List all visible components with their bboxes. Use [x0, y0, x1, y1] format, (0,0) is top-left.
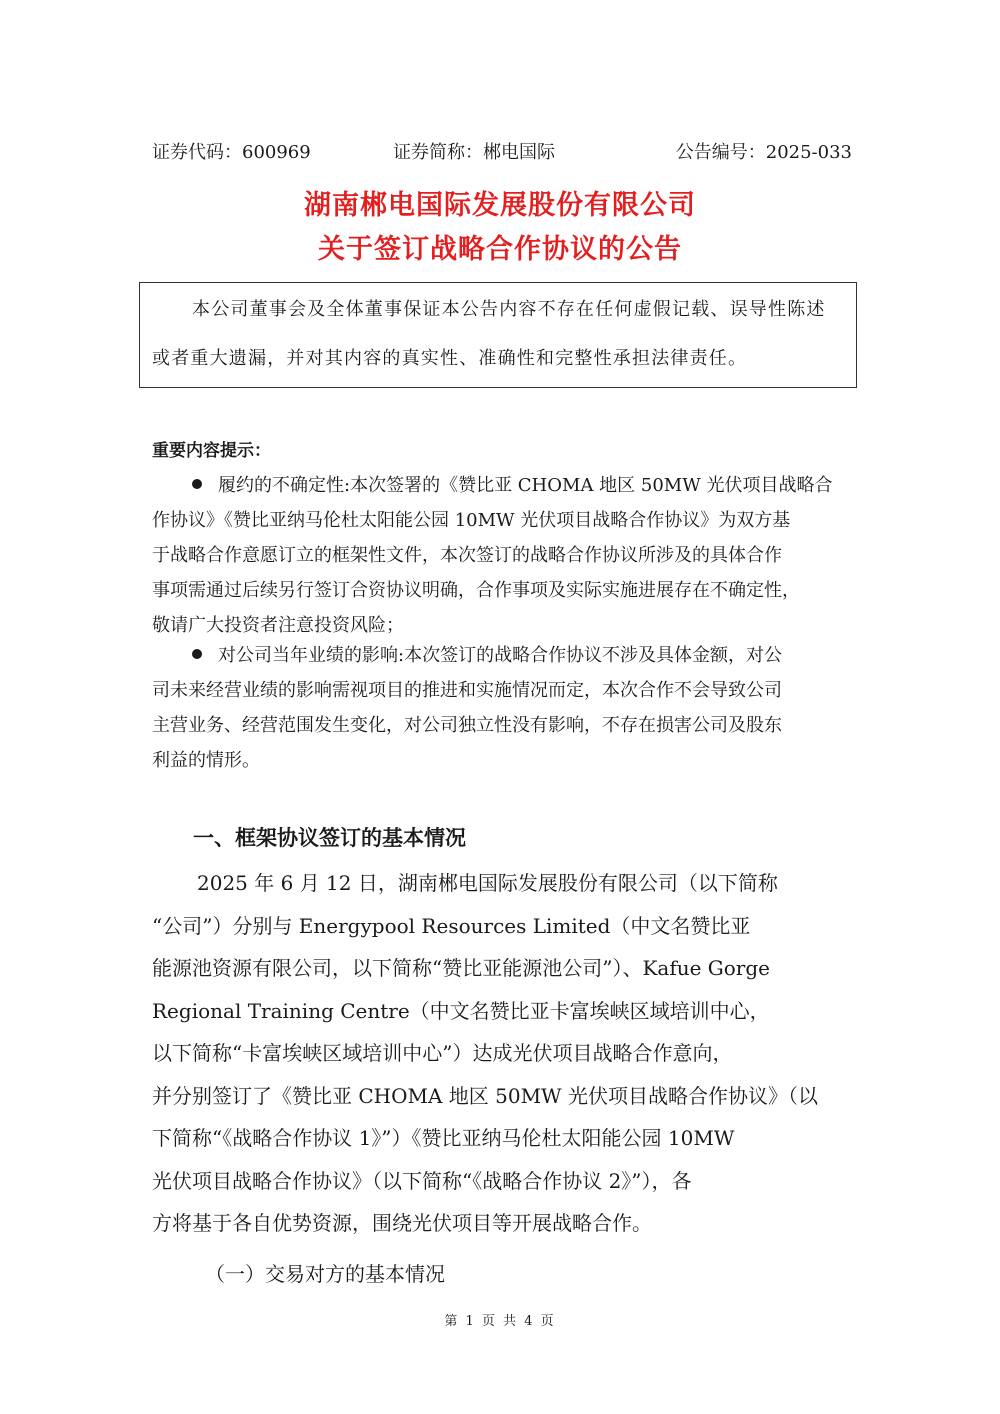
tip-line: 于战略合作意愿订立的框架性文件，本次签订的战略合作协议所涉及的具体合作: [152, 545, 782, 566]
tip-line: 对公司当年业绩的影响:本次签订的战略合作协议不涉及具体金额，对公: [152, 638, 852, 673]
body-line: “公司”）分别与 Energypool Resources Limited（中文名赞比亚: [152, 913, 751, 938]
body-line: 2025 年 6 月 12 日，湖南郴电国际发展股份有限公司（以下简称: [197, 871, 778, 895]
tip-line: 利益的情形。: [152, 750, 260, 771]
tip-line: 作协议》《赞比亚纳马伦杜太阳能公园 10MW 光伏项目战略合作协议》为双方基: [152, 510, 791, 531]
bullet-icon: [192, 649, 202, 659]
tip-line: 履约的不确定性:本次签署的《赞比亚 CHOMA 地区 50MW 光伏项目战略合: [152, 468, 852, 503]
body-line: 能源池资源有限公司，以下简称“赞比亚能源池公司”）、Kafue Gorge: [152, 956, 771, 980]
stock-name: 证券简称：郴电国际: [393, 142, 555, 163]
subsection-heading: （一）交易对方的基本情况: [205, 1262, 445, 1286]
body-line: 下简称“《战略合作协议 1》”）《赞比亚纳马伦杜太阳能公园 10MW: [152, 1126, 735, 1150]
announcement-title: 关于签订战略合作协议的公告: [318, 234, 682, 265]
body-line: 方将基于各自优势资源，围绕光伏项目等开展战略合作。: [152, 1211, 652, 1235]
body-line: 以下简称“卡富埃峡区域培训中心”）达成光伏项目战略合作意向，: [152, 1041, 733, 1065]
body-line: 光伏项目战略合作协议》（以下简称“《战略合作协议 2》”），各: [152, 1168, 692, 1193]
announcement-number: 公告编号：2025-033: [675, 142, 852, 163]
tip-line: 主营业务、经营范围发生变化，对公司独立性没有影响，不存在损害公司及股东: [152, 715, 782, 736]
section-heading: 一、框架协议签订的基本情况: [193, 826, 466, 850]
body-line: 并分别签订了《赞比亚 CHOMA 地区 50MW 光伏项目战略合作协议》（以: [152, 1083, 818, 1108]
company-title: 湖南郴电国际发展股份有限公司: [304, 190, 696, 221]
tip-line: 敬请广大投资者注意投资风险；: [152, 615, 404, 636]
notice-line: 本公司董事会及全体董事保证本公告内容不存在任何虚假记载、误导性陈述: [192, 299, 826, 320]
tip-bullet-uncertainty: [152, 468, 852, 643]
bullet-icon: [192, 479, 202, 489]
notice-line: 或者重大遗漏，并对其内容的真实性、准确性和完整性承担法律责任。: [152, 348, 748, 369]
body-line: Regional Training Centre（中文名赞比亚卡富埃峡区域培训中心，: [152, 998, 770, 1023]
board-guarantee-notice: [139, 282, 857, 388]
important-tips-heading: 重要内容提示：: [152, 441, 271, 461]
tip-line: 事项需通过后续另行签订合资协议明确，合作事项及实际实施进展存在不确定性，: [152, 580, 800, 601]
page-number: 第 1 页 共 4 页: [444, 1314, 556, 1329]
tip-line: 司未来经营业绩的影响需视项目的推进和实施情况而定，本次合作不会导致公司: [152, 680, 782, 701]
announcement-header: [152, 140, 852, 166]
tip-bullet-performance-impact: [152, 638, 852, 778]
section-body-paragraph: [152, 862, 852, 1245]
stock-code: 证券代码：600969: [152, 142, 311, 163]
